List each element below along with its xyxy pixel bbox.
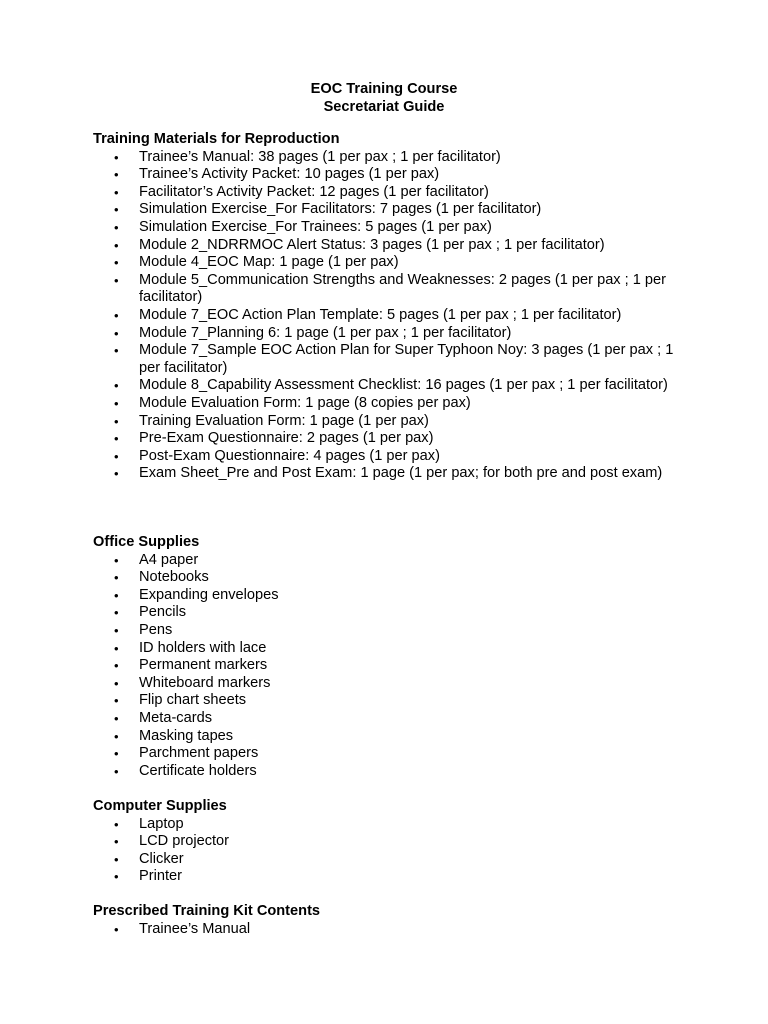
bullet-icon: •	[114, 307, 119, 323]
list-item-text: Masking tapes	[139, 727, 234, 744]
bullet-icon: •	[114, 237, 119, 253]
list-item	[93, 569, 693, 587]
list-item-text: Pre-Exam Questionnaire: 2 pages (1 per pax)	[139, 430, 434, 447]
bullet-icon: •	[114, 851, 119, 867]
list-item-text: Expanding envelopes	[139, 586, 279, 603]
bullet-icon: •	[114, 834, 119, 850]
bullet-icon: •	[114, 325, 119, 341]
list-item	[93, 868, 693, 886]
list-item-text: Meta-cards	[139, 709, 212, 726]
bullet-icon: •	[114, 202, 119, 218]
list-item-text: Module 8_Capability Assessment Checklist: 16 pages (1 per pax ; 1 per facilitator)	[139, 377, 668, 394]
list-item-text: Pens	[139, 621, 173, 638]
bullet-icon: •	[114, 466, 119, 482]
list-item	[93, 851, 693, 869]
list-item-text: Notebooks	[139, 569, 209, 586]
list-item	[93, 763, 693, 781]
list-item-text: Whiteboard markers	[139, 674, 271, 691]
bullet-icon: •	[114, 921, 119, 937]
list-item-text: Facilitator’s Activity Packet: 12 pages (1 per facilitator)	[139, 183, 489, 200]
list-item-text: Module 7_Sample EOC Action Plan for Super Typhoon Noy: 3 pages (1 per pax ; 1 per facilitator)	[139, 342, 674, 376]
training-materials-list	[93, 149, 693, 483]
office-supplies-list	[93, 552, 693, 781]
bullet-icon: •	[114, 167, 119, 183]
list-item	[93, 413, 693, 431]
bullet-icon: •	[114, 746, 119, 762]
list-item	[93, 692, 693, 710]
bullet-icon: •	[114, 184, 119, 200]
list-item	[93, 149, 693, 167]
list-item-text: Trainee’s Manual	[139, 920, 251, 937]
list-item-text: Module 7_Planning 6: 1 page (1 per pax ; 1 per facilitator)	[139, 324, 512, 341]
document-title: EOC Training Course	[310, 81, 458, 97]
bullet-icon: •	[114, 413, 119, 429]
list-item-text: Exam Sheet_Pre and Post Exam: 1 page (1 per pax; for both pre and post exam)	[139, 465, 663, 482]
section-training-kit	[93, 903, 693, 938]
list-item	[93, 377, 693, 395]
list-item-text: Certificate holders	[139, 762, 257, 779]
list-item-text: Parchment papers	[139, 745, 259, 762]
bullet-icon: •	[114, 728, 119, 744]
list-item-text: Laptop	[139, 815, 184, 832]
list-item-text: Clicker	[139, 850, 184, 867]
bullet-icon: •	[114, 869, 119, 885]
bullet-icon: •	[114, 272, 119, 288]
list-item	[93, 307, 693, 325]
list-item	[93, 166, 693, 184]
list-item	[93, 184, 693, 202]
section-heading: Computer Supplies	[93, 798, 227, 814]
bullet-icon: •	[114, 675, 119, 691]
section-office-supplies	[93, 534, 693, 780]
list-item-text: Simulation Exercise_For Trainees: 5 pages (1 per pax)	[139, 218, 492, 235]
list-item-text: Pencils	[139, 604, 187, 621]
list-item-text: A4 paper	[139, 551, 199, 568]
section-heading: Prescribed Training Kit Contents	[93, 903, 321, 919]
list-item	[93, 448, 693, 466]
document-subtitle: Secretariat Guide	[323, 98, 445, 115]
list-item	[93, 587, 693, 605]
bullet-icon: •	[114, 640, 119, 656]
list-item-text: ID holders with lace	[139, 639, 267, 656]
list-item	[93, 430, 693, 448]
list-item	[93, 622, 693, 640]
title-block	[0, 81, 768, 116]
bullet-icon: •	[114, 763, 119, 779]
bullet-icon: •	[114, 658, 119, 674]
bullet-icon: •	[114, 378, 119, 394]
list-item	[93, 254, 693, 272]
list-item	[93, 604, 693, 622]
list-item	[93, 325, 693, 343]
bullet-icon: •	[114, 552, 119, 568]
section-computer-supplies	[93, 798, 693, 886]
bullet-icon: •	[114, 448, 119, 464]
list-item	[93, 342, 693, 377]
list-item	[93, 237, 693, 255]
list-item	[93, 816, 693, 834]
training-kit-list	[93, 921, 693, 939]
bullet-icon: •	[114, 710, 119, 726]
list-item	[93, 395, 693, 413]
list-item-text: Permanent markers	[139, 657, 268, 674]
list-item-text: Trainee’s Manual: 38 pages (1 per pax ; 1 per facilitator)	[139, 148, 501, 165]
list-item	[93, 465, 693, 483]
bullet-icon: •	[114, 622, 119, 638]
list-item-text: Simulation Exercise_For Facilitators: 7 pages (1 per facilitator)	[139, 201, 542, 218]
bullet-icon: •	[114, 395, 119, 411]
list-item	[93, 640, 693, 658]
list-item	[93, 272, 693, 307]
section-training-materials	[93, 131, 693, 483]
list-item	[93, 921, 693, 939]
section-heading: Office Supplies	[93, 534, 200, 550]
list-item	[93, 201, 693, 219]
bullet-icon: •	[114, 570, 119, 586]
section-heading: Training Materials for Reproduction	[93, 131, 340, 147]
list-item-text: Training Evaluation Form: 1 page (1 per pax)	[139, 412, 429, 429]
list-item-text: Trainee’s Activity Packet: 10 pages (1 per pax)	[139, 166, 440, 183]
list-item	[93, 745, 693, 763]
list-item-text: Flip chart sheets	[139, 692, 247, 709]
list-item	[93, 728, 693, 746]
bullet-icon: •	[114, 693, 119, 709]
computer-supplies-list	[93, 816, 693, 886]
bullet-icon: •	[114, 343, 119, 359]
list-item	[93, 552, 693, 570]
list-item-text: Post-Exam Questionnaire: 4 pages (1 per pax)	[139, 447, 440, 464]
list-item	[93, 833, 693, 851]
bullet-icon: •	[114, 816, 119, 832]
list-item-text: LCD projector	[139, 833, 230, 850]
list-item-text: Module 2_NDRRMOC Alert Status: 3 pages (1 per pax ; 1 per facilitator)	[139, 236, 605, 253]
list-item-text: Printer	[139, 868, 182, 885]
bullet-icon: •	[114, 431, 119, 447]
bullet-icon: •	[114, 219, 119, 235]
list-item	[93, 675, 693, 693]
bullet-icon: •	[114, 255, 119, 271]
bullet-icon: •	[114, 587, 119, 603]
bullet-icon: •	[114, 149, 119, 165]
list-item-text: Module 4_EOC Map: 1 page (1 per pax)	[139, 254, 399, 271]
list-item-text: Module Evaluation Form: 1 page (8 copies per pax)	[139, 394, 471, 411]
bullet-icon: •	[114, 605, 119, 621]
list-item-text: Module 7_EOC Action Plan Template: 5 pages (1 per pax ; 1 per facilitator)	[139, 306, 622, 323]
list-item-text: Module 5_Communication Strengths and Weaknesses: 2 pages (1 per pax ; 1 per facilitator)	[139, 271, 667, 306]
list-item	[93, 219, 693, 237]
list-item	[93, 710, 693, 728]
list-item	[93, 657, 693, 675]
